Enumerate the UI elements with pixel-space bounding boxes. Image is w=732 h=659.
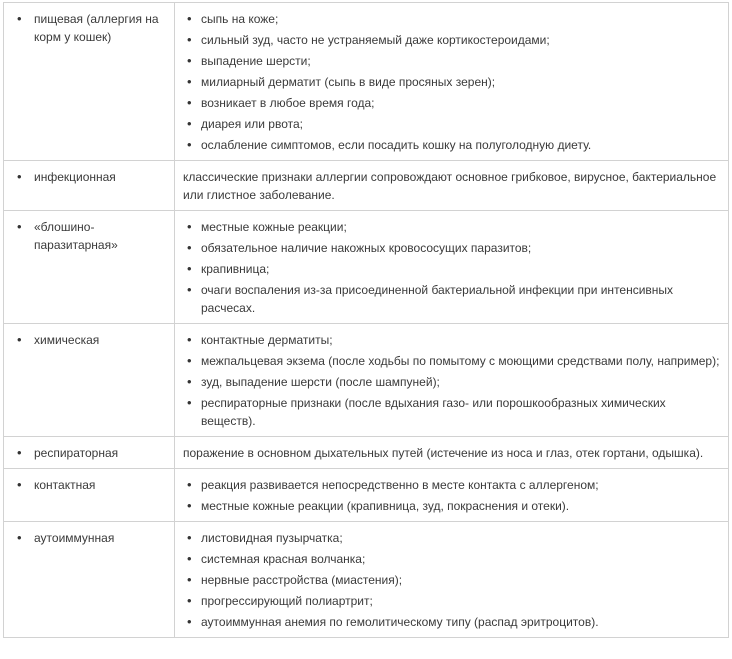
symptom-item: • выпадение шерсти; bbox=[183, 52, 720, 70]
table-row bbox=[4, 437, 729, 469]
symptom-item: • сыпь на коже; bbox=[183, 10, 720, 28]
table-row bbox=[4, 161, 729, 211]
table-row bbox=[4, 324, 729, 437]
symptom-list bbox=[183, 476, 720, 515]
allergy-type-label: • аутоиммунная bbox=[12, 529, 166, 547]
symptoms-cell bbox=[175, 437, 729, 469]
symptoms-cell bbox=[175, 469, 729, 522]
allergy-type-label: • пищевая (аллергия на корм у кошек) bbox=[12, 10, 166, 46]
allergy-type-label: • респираторная bbox=[12, 444, 166, 462]
symptom-item: • местные кожные реакции; bbox=[183, 218, 720, 236]
allergy-type-cell bbox=[4, 324, 175, 437]
allergy-type-cell bbox=[4, 3, 175, 161]
table-row bbox=[4, 211, 729, 324]
symptoms-cell bbox=[175, 324, 729, 437]
symptom-item: • ослабление симптомов, если посадить кошку на полуголодную диету. bbox=[183, 136, 720, 154]
allergy-type-label: • контактная bbox=[12, 476, 166, 494]
symptom-item: • обязательное наличие накожных кровососущих паразитов; bbox=[183, 239, 720, 257]
symptom-text: поражение в основном дыхательных путей (истечение из носа и глаз, отек гортани, одышка). bbox=[183, 446, 704, 460]
allergy-type-cell bbox=[4, 161, 175, 211]
allergy-type-label: • химическая bbox=[12, 331, 166, 349]
symptom-item: • прогрессирующий полиартрит; bbox=[183, 592, 720, 610]
symptom-item: • диарея или рвота; bbox=[183, 115, 720, 133]
symptom-item: • зуд, выпадение шерсти (после шампуней); bbox=[183, 373, 720, 391]
symptom-item: • системная красная волчанка; bbox=[183, 550, 720, 568]
symptom-item: • реакция развивается непосредственно в месте контакта с аллергеном; bbox=[183, 476, 720, 494]
allergy-type-cell bbox=[4, 437, 175, 469]
allergy-type-label: • «блошино-паразитарная» bbox=[12, 218, 166, 254]
symptom-list bbox=[183, 529, 720, 631]
allergy-type-cell bbox=[4, 469, 175, 522]
allergy-type-label: • инфекционная bbox=[12, 168, 166, 186]
symptom-list bbox=[183, 331, 720, 430]
table-row bbox=[4, 469, 729, 522]
symptoms-cell bbox=[175, 3, 729, 161]
symptom-item: • аутоиммунная анемия по гемолитическому типу (распад эритроцитов). bbox=[183, 613, 720, 631]
symptom-text: классические признаки аллергии сопровождают основное грибковое, вирусное, бактериальное или глистное заболевание. bbox=[183, 170, 717, 202]
symptom-item: • сильный зуд, часто не устраняемый даже кортикостероидами; bbox=[183, 31, 720, 49]
symptom-item: • милиарный дерматит (сыпь в виде просяных зерен); bbox=[183, 73, 720, 91]
table-row bbox=[4, 522, 729, 638]
symptoms-cell bbox=[175, 161, 729, 211]
symptom-item: • контактные дерматиты; bbox=[183, 331, 720, 349]
symptom-item: • очаги воспаления из-за присоединенной бактериальной инфекции при интенсивных расчесах. bbox=[183, 281, 720, 317]
symptom-item: • возникает в любое время года; bbox=[183, 94, 720, 112]
allergy-type-cell bbox=[4, 211, 175, 324]
symptom-item: • местные кожные реакции (крапивница, зуд, покраснения и отеки). bbox=[183, 497, 720, 515]
allergy-types-table bbox=[3, 2, 729, 638]
table-row bbox=[4, 3, 729, 161]
symptom-item: • нервные расстройства (миастения); bbox=[183, 571, 720, 589]
symptom-item: • респираторные признаки (после вдыхания газо- или порошкообразных химических веществ). bbox=[183, 394, 720, 430]
symptoms-cell bbox=[175, 211, 729, 324]
symptom-item: • межпальцевая экзема (после ходьбы по помытому с моющими средствами полу, например); bbox=[183, 352, 720, 370]
symptom-list bbox=[183, 10, 720, 154]
symptom-item: • крапивница; bbox=[183, 260, 720, 278]
allergy-type-cell bbox=[4, 522, 175, 638]
symptoms-cell bbox=[175, 522, 729, 638]
symptom-list bbox=[183, 218, 720, 317]
symptom-item: • листовидная пузырчатка; bbox=[183, 529, 720, 547]
